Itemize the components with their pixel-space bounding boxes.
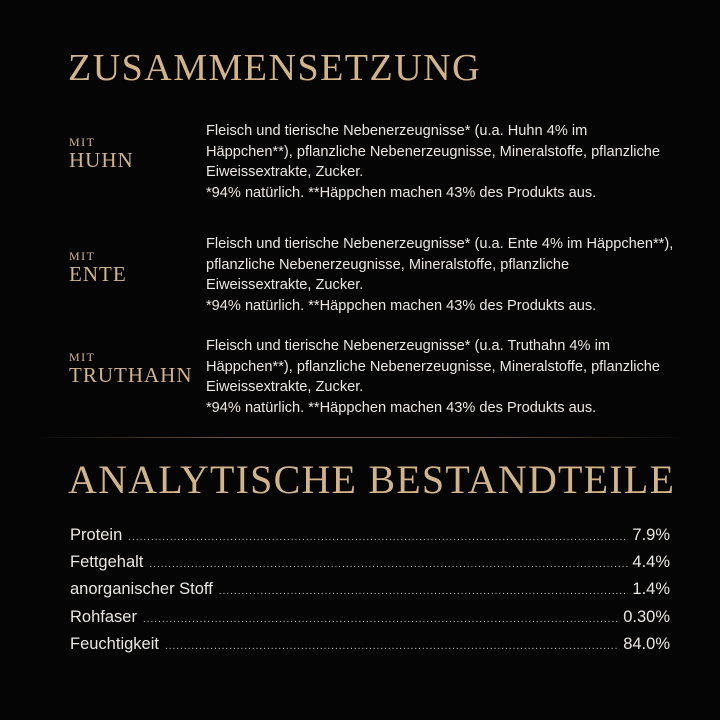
dot-leader	[143, 614, 619, 625]
nutrient-row-fettgehalt	[70, 553, 670, 580]
ingredients-text: Fleisch und tierische Nebenerzeugnisse* (u.a. Ente 4% im Häppchen**), pflanzliche Nebenerzeugnisse, Mineralstoffe, pflanzliche Eiweissextrakte, Zucker.	[206, 236, 674, 293]
nutrient-row-protein	[70, 526, 670, 553]
nutrient-value: 0.30%	[623, 607, 670, 626]
dot-leader	[165, 641, 619, 652]
nutrient-label: Fettgehalt	[70, 553, 144, 572]
variant-truthahn	[0, 336, 720, 426]
variant-huhn	[0, 121, 720, 211]
variant-description	[206, 121, 676, 203]
nutrient-label: Rohfaser	[70, 607, 137, 626]
footnote-text: *94% natürlich. **Häppchen machen 43% des Produkts aus.	[206, 184, 597, 201]
variant-label	[69, 250, 127, 285]
composition-title: ZUSAMMENSETZUNG	[68, 47, 482, 89]
nutrient-value: 4.4%	[632, 553, 670, 572]
variant-prefix: MIT	[69, 249, 96, 263]
footnote-text: *94% natürlich. **Häppchen machen 43% des Produkts aus.	[206, 297, 597, 314]
nutrient-list	[70, 526, 670, 662]
variant-name: TRUTHAHN	[69, 363, 193, 387]
nutrient-row-feuchtigkeit	[70, 635, 670, 662]
variant-label	[69, 351, 193, 386]
ingredients-text: Fleisch und tierische Nebenerzeugnisse* (u.a. Truthahn 4% im Häppchen**), pflanzliche Nebenerzeugnisse, Mineralstoffe, pflanzliche Eiweissextrakte, Zucker.	[206, 338, 661, 395]
nutrient-label: Protein	[70, 526, 123, 544]
nutrient-value: 84.0%	[623, 634, 670, 653]
variant-ente	[0, 234, 720, 324]
nutrient-row-rohfaser	[70, 608, 670, 635]
dot-leader	[219, 586, 629, 597]
nutrient-row-anorganischer-stoff	[70, 580, 670, 607]
footnote-text: *94% natürlich. **Häppchen machen 43% des Produkts aus.	[206, 399, 597, 416]
ingredients-text: Fleisch und tierische Nebenerzeugnisse* (u.a. Huhn 4% im Häppchen**), pflanzliche Nebenerzeugnisse, Mineralstoffe, pflanzliche Eiweissextrakte, Zucker.	[206, 123, 661, 180]
dot-leader	[149, 559, 628, 570]
section-divider	[36, 437, 684, 438]
variant-description	[206, 336, 676, 418]
variant-prefix: MIT	[69, 135, 96, 149]
variant-label	[69, 136, 134, 171]
nutrient-label: Feuchtigkeit	[70, 634, 159, 653]
variant-prefix: MIT	[69, 350, 96, 364]
variant-name: HUHN	[69, 148, 134, 172]
nutrient-value: 7.9%	[632, 526, 670, 544]
nutrient-label: anorganischer Stoff	[70, 580, 213, 599]
dot-leader	[128, 532, 628, 543]
analysis-title: ANALYTISCHE BESTANDTEILE	[68, 457, 676, 502]
nutrient-value: 1.4%	[632, 580, 670, 599]
variant-name: ENTE	[69, 262, 127, 286]
variant-description	[206, 234, 676, 316]
